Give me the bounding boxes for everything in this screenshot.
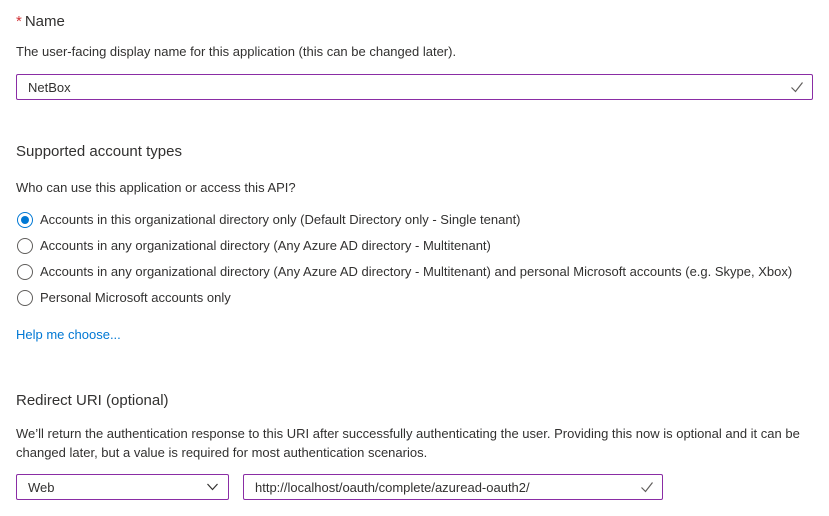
account-type-label: Accounts in this organizational directory only (Default Directory only - Single tenant): [40, 212, 521, 227]
radio-unselected-icon[interactable]: [17, 238, 33, 254]
name-section-title: [16, 12, 813, 32]
name-title-text: Name: [24, 13, 65, 30]
help-me-choose-link[interactable]: Help me choose...: [16, 327, 121, 342]
chevron-down-icon: [206, 482, 219, 492]
account-type-label: Accounts in any organizational directory (Any Azure AD directory - Multitenant) and personal Microsoft accounts (e.g. Skype, Xbox): [40, 264, 793, 279]
platform-select[interactable]: [16, 474, 229, 500]
redirect-uri-row: [16, 474, 813, 500]
account-type-option-single-tenant[interactable]: [16, 207, 813, 233]
account-type-label: Personal Microsoft accounts only: [40, 290, 231, 305]
account-type-option-multitenant[interactable]: [16, 233, 813, 259]
radio-selected-icon[interactable]: [17, 212, 33, 228]
name-input-container: [16, 74, 813, 100]
required-asterisk: *: [16, 13, 22, 30]
radio-unselected-icon[interactable]: [17, 264, 33, 280]
uri-input-container: [243, 474, 663, 500]
account-types-radio-group: [16, 207, 813, 311]
platform-select-value: Web: [28, 479, 55, 495]
account-types-title: Supported account types: [16, 143, 182, 160]
radio-unselected-icon[interactable]: [17, 290, 33, 306]
redirect-uri-input[interactable]: [243, 474, 663, 500]
redirect-uri-description: We’ll return the authentication response to this URI after successfully authenticating the user. Providing this now is optional and it can be changed later, but a value is required for most authentication scenarios.: [16, 426, 800, 460]
account-type-label: Accounts in any organizational directory (Any Azure AD directory - Multitenant): [40, 238, 491, 253]
name-description: The user-facing display name for this application (this can be changed later).: [16, 44, 457, 59]
account-type-option-multitenant-personal[interactable]: [16, 259, 813, 285]
name-input[interactable]: [16, 74, 813, 100]
account-types-question: Who can use this application or access this API?: [16, 180, 296, 195]
redirect-uri-title: Redirect URI (optional): [16, 392, 169, 409]
account-type-option-personal-only[interactable]: [16, 285, 813, 311]
